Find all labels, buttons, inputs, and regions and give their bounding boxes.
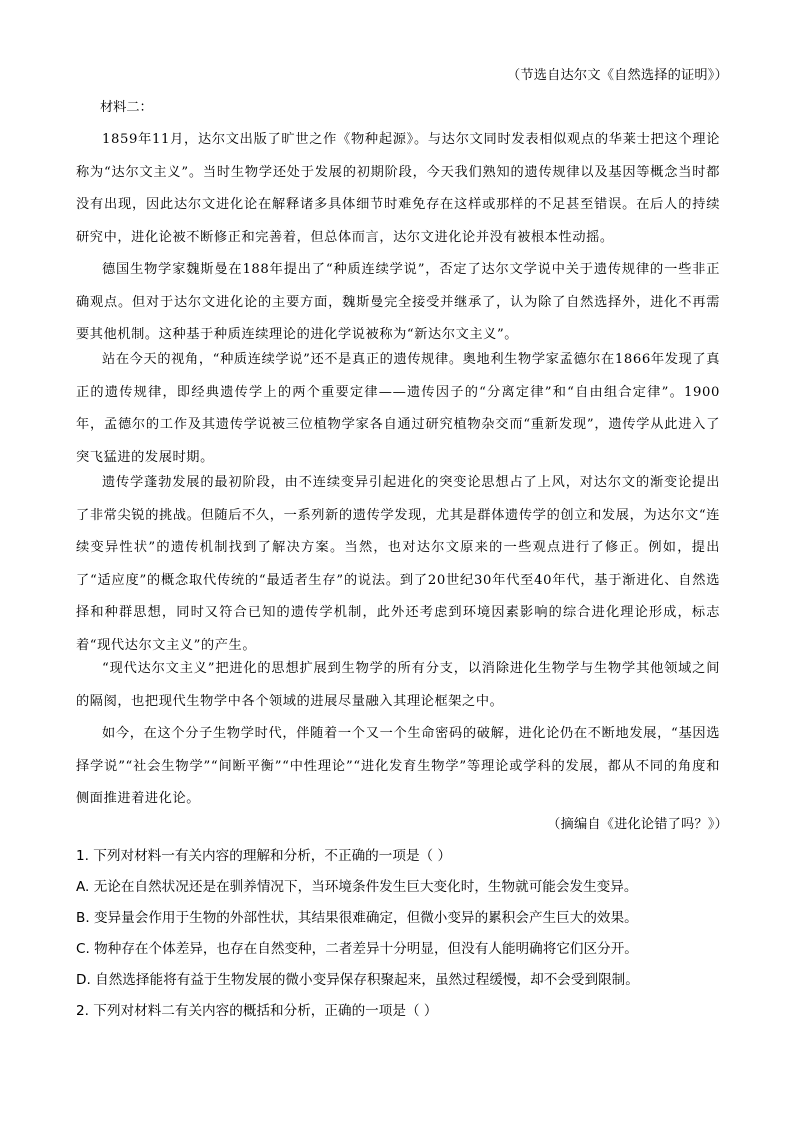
- material2-heading: 材料二：: [100, 100, 153, 115]
- paragraph-5: “现代达尔文主义”把进化的思想扩展到生物学的所有分支，以消除进化生物学与生物学其他领域之间的隔阂，也把现代生物学中各个领域的进展尽量融入其理论框架之中。: [76, 661, 720, 709]
- paragraph-4: 遗传学蓬勃发展的最初阶段，由不连续变异引起进化的突变论思想占了上风，对达尔文的渐变论提出了非常尖锐的挑战。但随后不久，一系列新的遗传学发现，尤其是群体遗传学的创立和发展，为达尔文“连续变异性状”的遗传机制找到了解决方案。当然，也对达尔文原来的一些观点进行了修正。例如，提出了“适应度”的概念取代传统的“最适者生存”的说法。到了20世纪30年代至40年代，基于渐进化、自然选择和种群思想，同时又符合已知的遗传学机制，此外还考虑到环境因素影响的综合进化理论形成，标志着“现代达尔文主义”的产生。: [76, 475, 720, 653]
- paragraph-3: 站在今天的视角，“种质连续学说”还不是真正的遗传规律。奥地利生物学家孟德尔在1866年发现了真正的遗传规律，即经典遗传学上的两个重要定律——遗传因子的“分离定律”和“自由组合定律”。1900年，孟德尔的工作及其遗传学说被三位植物学家各自通过研究植物杂交而“重新发现”，遗传学从此进入了突飞猛进的发展时期。: [76, 352, 720, 465]
- question-1-option-d: D. 自然选择能将有益于生物发展的微小变异保存积聚起来，虽然过程缓慢，却不会受到限制。: [76, 972, 639, 988]
- paragraph-1: 1859年11月，达尔文出版了旷世之作《物种起源》。与达尔文同时发表相似观点的华莱士把这个理论称为“达尔文主义”。当时生物学还处于发展的初期阶段，今天我们熟知的遗传规律以及基因等概念当时都没有出现，因此达尔文进化论在解释诸多具体细节时难免存在这样或那样的不足甚至错误。在后人的持续研究中，进化论被不断修正和完善着，但总体而言，达尔文进化论并没有被根本性动摇。: [76, 132, 720, 245]
- question-1-option-c: C. 物种存在个体差异，也存在自然变种，二者差异十分明显，但没有人能明确将它们区分开。: [76, 941, 638, 957]
- question-1-option-b: B. 变异量会作用于生物的外部性状，其结果很难确定，但微小变异的累积会产生巨大的效果。: [76, 910, 638, 926]
- source-citation-material2: （摘编自《进化论错了吗？》）: [547, 817, 728, 832]
- source-citation-material1: （节选自达尔文《自然选择的证明》）: [507, 68, 728, 83]
- question-2-stem: 2. 下列对材料二有关内容的概括和分析，正确的一项是（ ）: [76, 1003, 438, 1019]
- paragraph-6: 如今，在这个分子生物学时代，伴随着一个又一个生命密码的破解，进化论仍在不断地发展，“基因选择学说”“社会生物学”“间断平衡”“中性理论”“进化发育生物学”等理论或学科的发展，都从不同的角度和侧面推进着进化论。: [76, 726, 720, 806]
- paragraph-2: 德国生物学家魏斯曼在188年提出了“种质连续学说”，否定了达尔文学说中关于遗传规律的一些非正确观点。但对于达尔文进化论的主要方面，魏斯曼完全接受并继承了，认为除了自然选择外，进化不再需要其他机制。这种基于种质连续理论的进化学说被称为“新达尔文主义”。: [76, 262, 720, 342]
- question-1-stem: 1. 下列对材料一有关内容的理解和分析，不正确的一项是（ ）: [76, 848, 452, 864]
- question-1-option-a: A. 无论在自然状况还是在驯养情况下，当环境条件发生巨大变化时，生物就可能会发生变异。: [76, 879, 638, 895]
